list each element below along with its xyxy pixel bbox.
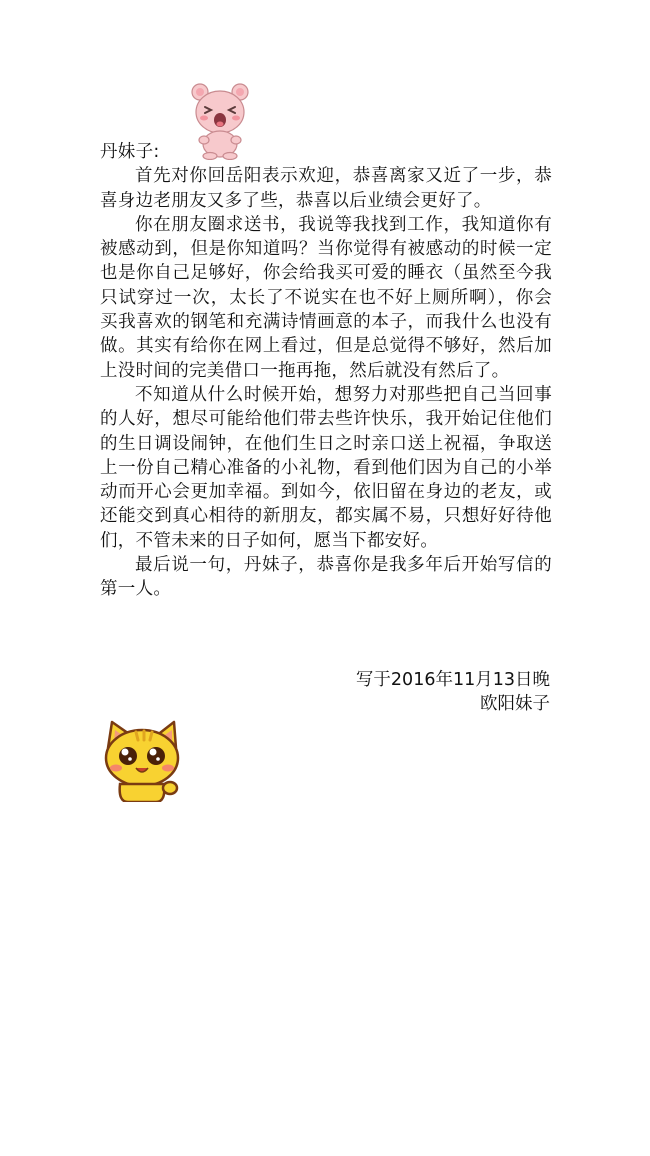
- letter-paragraph: 不知道从什么时候开始，想努力对那些把自己当回事的人好，想尽可能给他们带去些许快乐，我开始记住他们的生日调设闹钟，在他们生日之时亲口送上祝福，争取送上一份自己精心准备的小礼物，看到他们因为自己的小举动而开心会更加幸福。到如今，依旧留在身边的老友，或还能交到真心相待的新朋友，都实属不易，只想好好待他们，不管未来的日子如何，愿当下都安好。: [100, 384, 552, 551]
- letter-paragraph: 你在朋友圈求送书，我说等我找到工作，我知道你有被感动到，但是你知道吗？当你觉得有被感动的时候一定也是你自己足够好，你会给我买可爱的睡衣（虽然至今我只试穿过一次，太长了不说实在也不好上厕所啊），你会买我喜欢的钢笔和充满诗情画意的本子，而我什么也没有做。其实有给你在网上看过，但是总觉得不够好，然后加上没时间的完美借口一拖再拖，然后就没有然后了。: [100, 214, 552, 381]
- letter-salutation: 丹妹子:: [100, 142, 160, 162]
- letter-paragraph: 首先对你回岳阳表示欢迎，恭喜离家又近了一步，恭喜身边老朋友又多了些，恭喜以后业绩会更好了。: [100, 166, 552, 211]
- cat-sticker-icon: [98, 718, 184, 802]
- letter-body: [100, 140, 552, 602]
- signature-date: 写于2016年11月13日晚: [355, 670, 550, 690]
- letter-paragraph: 最后说一句，丹妹子，恭喜你是我多年后开始写信的第一人。: [100, 555, 552, 600]
- letter-signature: [356, 668, 550, 716]
- signature-author: 欧阳妹子: [480, 694, 550, 714]
